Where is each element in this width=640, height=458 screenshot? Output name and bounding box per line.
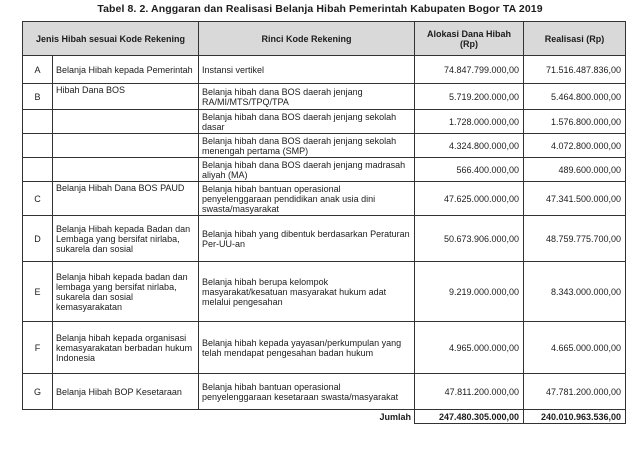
- row-code: [23, 110, 53, 134]
- table-row: [23, 262, 626, 322]
- row-realisasi: 47.781.200.000,00: [524, 374, 626, 410]
- table-row: [23, 110, 626, 134]
- row-alokasi: 1.728.000.000,00: [415, 110, 524, 134]
- table-row: [23, 322, 626, 374]
- row-realisasi: 4.072.800.000,00: [524, 134, 626, 158]
- row-alokasi: 47.625.000.000,00: [415, 182, 524, 216]
- row-rinci: Belanja hibah dana BOS daerah jenjang sekolah dasar: [199, 110, 415, 134]
- row-jenis: Belanja Hibah BOP Kesetaraan: [53, 374, 199, 410]
- row-jenis: Belanja Hibah Dana BOS PAUD: [53, 182, 199, 216]
- row-rinci: Belanja hibah dana BOS daerah jenjang madrasah aliyah (MA): [199, 158, 415, 182]
- row-alokasi: 4.965.000.000,00: [415, 322, 524, 374]
- row-code: G: [23, 374, 53, 410]
- row-rinci: Instansi vertikel: [199, 56, 415, 84]
- row-realisasi: 5.464.800.000,00: [524, 84, 626, 110]
- budget-table: [22, 21, 626, 424]
- row-alokasi: 74.847.799.000,00: [415, 56, 524, 84]
- table-row: [23, 182, 626, 216]
- row-rinci: Belanja hibah berupa kelompok masyarakat/kesatuan masyarakat hukum adat melalui pengesahan: [199, 262, 415, 322]
- row-jenis: [53, 158, 199, 182]
- row-jenis: [53, 134, 199, 158]
- header-realisasi: Realisasi (Rp): [524, 22, 626, 56]
- row-rinci: Belanja hibah bantuan operasional penyelenggaraan pendidikan anak usia dini swasta/masyarakat: [199, 182, 415, 216]
- row-jenis: Belanja Hibah kepada Badan dan Lembaga yang bersifat nirlaba, sukarela dan sosial: [53, 216, 199, 262]
- row-code: E: [23, 262, 53, 322]
- row-alokasi: 5.719.200.000,00: [415, 84, 524, 110]
- total-row: [23, 410, 626, 424]
- header-rinci: Rinci Kode Rekening: [199, 22, 415, 56]
- row-rinci: Belanja hibah kepada yayasan/perkumpulan yang telah mendapat pengesahan badan hukum: [199, 322, 415, 374]
- row-alokasi: 47.811.200.000,00: [415, 374, 524, 410]
- row-rinci: Belanja hibah yang dibentuk berdasarkan Peraturan Per-UU-an: [199, 216, 415, 262]
- header-jenis: Jenis Hibah sesuai Kode Rekening: [23, 22, 199, 56]
- row-realisasi: 1.576.800.000,00: [524, 110, 626, 134]
- row-jenis: Hibah Dana BOS: [53, 84, 199, 110]
- row-jenis: [53, 110, 199, 134]
- row-jenis: Belanja Hibah kepada Pemerintah: [53, 56, 199, 84]
- row-realisasi: 489.600.000,00: [524, 158, 626, 182]
- row-code: F: [23, 322, 53, 374]
- total-label: Jumlah: [23, 410, 415, 424]
- row-code: A: [23, 56, 53, 84]
- row-rinci: Belanja hibah dana BOS daerah jenjang sekolah menengah pertama (SMP): [199, 134, 415, 158]
- row-alokasi: 9.219.000.000,00: [415, 262, 524, 322]
- row-realisasi: 4.665.000.000,00: [524, 322, 626, 374]
- table-row: [23, 374, 626, 410]
- row-realisasi: 48.759.775.700,00: [524, 216, 626, 262]
- row-code: D: [23, 216, 53, 262]
- header-alokasi: Alokasi Dana Hibah (Rp): [415, 22, 524, 56]
- row-jenis: Belanja hibah kepada badan dan lembaga yang bersifat nirlaba, sukarela dan sosial kemasyarakatan: [53, 262, 199, 322]
- row-realisasi: 8.343.000.000,00: [524, 262, 626, 322]
- table-row: [23, 158, 626, 182]
- table-row: [23, 134, 626, 158]
- row-code: [23, 134, 53, 158]
- row-rinci: Belanja hibah dana BOS daerah jenjang RA/MI/MTS/TPQ/TPA: [199, 84, 415, 110]
- row-alokasi: 50.673.906.000,00: [415, 216, 524, 262]
- total-alokasi: 247.480.305.000,00: [415, 410, 524, 424]
- row-code: [23, 158, 53, 182]
- table-row: [23, 216, 626, 262]
- row-alokasi: 566.400.000,00: [415, 158, 524, 182]
- table-row: [23, 84, 626, 110]
- total-realisasi: 240.010.963.536,00: [524, 410, 626, 424]
- row-jenis: Belanja hibah kepada organisasi kemasyarakatan berbadan hukum Indonesia: [53, 322, 199, 374]
- row-code: B: [23, 84, 53, 110]
- row-realisasi: 47.341.500.000,00: [524, 182, 626, 216]
- row-code: C: [23, 182, 53, 216]
- table-title: Tabel 8. 2. Anggaran dan Realisasi Belanja Hibah Pemerintah Kabupaten Bogor TA 2019: [97, 3, 543, 15]
- row-alokasi: 4.324.800.000,00: [415, 134, 524, 158]
- row-realisasi: 71.516.487.836,00: [524, 56, 626, 84]
- table-row: [23, 56, 626, 84]
- row-rinci: Belanja hibah bantuan operasional penyelenggaraan kesetaraan swasta/masyarakat: [199, 374, 415, 410]
